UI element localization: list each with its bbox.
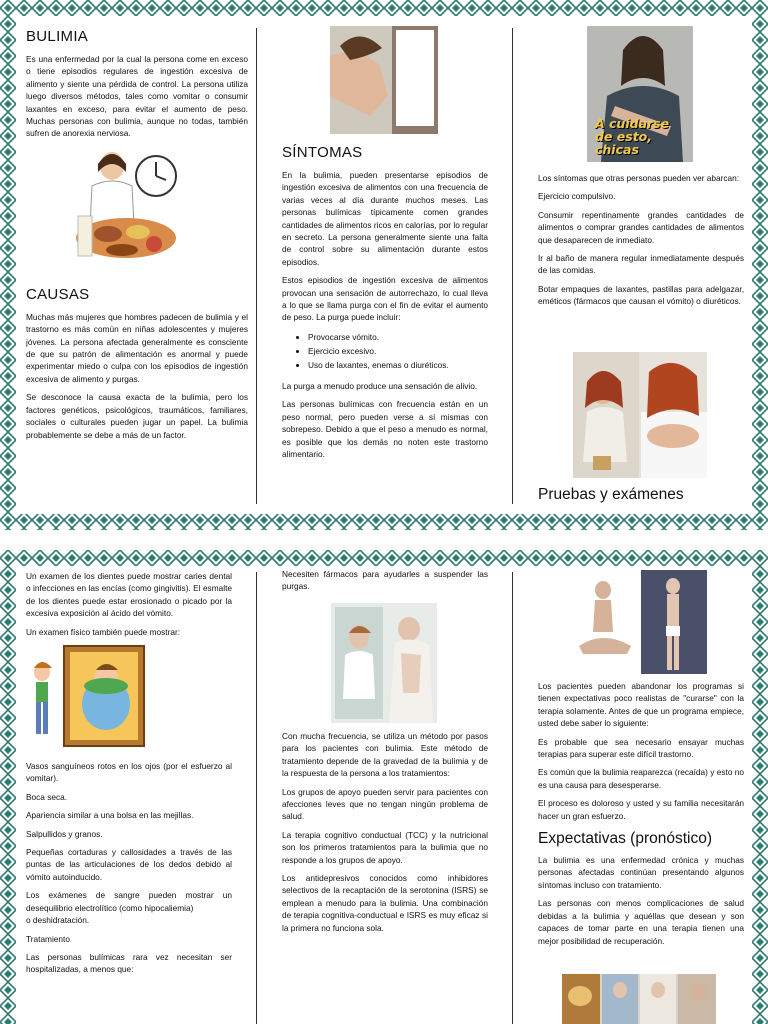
column-middle [282,142,488,508]
heading-sintomas: SÍNTOMAS [282,144,363,161]
heading-expectativas: Expectativas (pronóstico) [538,830,713,848]
list-item: • Provocarse vómito. [308,330,488,344]
column-divider [256,28,257,504]
expectations-paragraph: Los pacientes pueden abandonar los programas si tienen expectativas poco realistas de "curarse" con la terapia solamente. Antes de que un programa empiece, usted debe saber lo siguiente: [538,681,744,729]
dental-exam-paragraph: Un examen de los dientes puede mostrar caries dental o infecciones en las encías (como gingivitis). El esmalte de los dientes puede estar erosionado o picado por la excesiva exposición al ácido del vómito. [26,571,232,619]
exam-finding: Boca seca. [26,791,68,802]
symptom-item: Botar empaques de laxantes, pastillas para adelgazar, eméticos (fármacos que causan el vómito) o diuréticos. [538,283,744,307]
exam-finding: Salpullidos y granos. [26,828,103,839]
expectation-item: El proceso es doloroso y usted y su familia necesitarán hacer un gran esfuerzo. [538,798,744,821]
bulimia-definition: Es una enfermedad por la cual la persona come en exceso o tiene episodios regulares de ingestión excesiva de alimento y siente una pérdida de control. La persona utiliza luego diversos métodos, tales como vomitar o consumir laxantes en exceso, para evitar el aumento de peso. Muchas personas con bulimia, aunque no todas, también sufren de anorexia nerviosa. [26,54,248,139]
list-item: • Uso de laxantes, enemas o diuréticos. [308,358,488,372]
treatment-step: La terapia cognitivo conductual (TCC) y la nutricional son los primeros tratamientos para la bulimia que no responde a los grupos de apoyo. [282,829,488,865]
prognosis-paragraph-1: La bulimia es una enfermedad crónica y muchas personas afectadas continúan presentando algunos síntomas incluso con tratamiento. [538,855,744,890]
causas-paragraph-1: Muchas más mujeres que hombres padecen de bulimia y el trastorno es más común en niñas adolescentes y mujeres jóvenes. La persona afectada generalmente es consciente de que su patrón de alimentación es anormal y puede experimentar miedo o culpa con los episodios de ingestión excesiva de alimento y purgas. [26,311,248,384]
sintomas-paragraph-1: En la bulimia, pueden presentarse episodios de ingestión excesiva de alimentos con una frecuencia de varias veces al día durante muchos meses. Las personas bulímicas típicamente comen grandes cantidades de alimentos ricos en calorías, por lo regular en secreto. La persona generalmente siente una falta de control sobre su alimentación durante estos episodios. [282,170,488,267]
treatment-step: Los grupos de apoyo pueden servir para pacientes con afecciones leves que no tengan ningún problema de salud. [282,786,488,822]
column-right-heading [538,482,744,508]
photo-thin-people [573,570,707,674]
photo-two-girls [573,352,707,478]
medication-paragraph: Necesiten fármacos para ayudarles a suspender las purgas. [282,569,488,592]
causas-paragraph-2: Se desconoce la causa exacta de la bulimia, pero los factores genéticos, psicológicos, traumáticos, familiares, sociales o culturales pueden jugar un papel. La bulimia probablemente se debe a más de un factor. [26,392,248,440]
subheading-tratamiento: Tratamiento [26,933,70,944]
symptom-item: Ejercicio compulsivo. [538,191,616,202]
column-right-text [538,172,744,352]
photo-caption: A cuidarse de esto, chicas [595,116,670,157]
photo-mirror-women [331,603,437,723]
heading-pruebas: Pruebas y exámenes [538,486,684,503]
column-right [538,680,744,1024]
visible-symptoms-intro: Los síntomas que otras personas pueden ver abarcan: [538,173,740,183]
expectation-item: Es común que la bulimia reaparezca (recaída) y esto no es una causa para desesperarse. [538,767,744,790]
blood-test-paragraph-cont: o deshidratación. [26,915,90,926]
column-divider [512,572,513,1024]
photo-collage [562,974,716,1024]
expectation-item: Es probable que sea necesario ensayar muchas terapias para superar este difícil trastorno. [538,736,744,760]
brochure-page-2 [0,550,768,1024]
treatment-method-paragraph: Con mucha frecuencia, se utiliza un método por pasos para los pacientes con bulimia. Este método de tratamiento depende de la gravedad de la bulimia y de la respuesta de la persona a los tratamientos: [282,731,488,779]
hospitalization-paragraph: Las personas bulímicas rara vez necesitan ser hospitalizadas, a menos que: [26,951,232,975]
list-item: • Ejercicio excesivo. [308,344,488,358]
exam-finding: Pequeñas cortaduras y callosidades a través de las puntas de las articulaciones de los dedos debido al vómito autoinducido. [26,847,232,882]
column-left [26,26,248,506]
column-left [26,570,232,1024]
illustration-woman-eating [26,146,248,270]
heading-bulimia: BULIMIA [26,28,89,45]
prognosis-paragraph-2: Las personas con menos complicaciones de salud debidas a la bulimia y aquéllas que desean y son capaces de tomar parte en una terapia tienen una mejor posibilidad de recuperación. [538,898,744,946]
exam-finding: Vasos sanguíneos rotos en los ojos (por el esfuerzo al vomitar). [26,761,232,784]
column-middle [282,730,488,1024]
physical-exam-intro: Un examen físico también puede mostrar: [26,626,181,637]
symptom-item: Consumir repentinamente grandes cantidades de alimentos o comprar grandes cantidades de alimentos que desaparecen de inmediato. [538,209,744,245]
column-divider [256,572,257,1024]
illustration-mirror [26,644,146,748]
column-middle-top [282,568,488,602]
photo-sad-girl [587,26,693,162]
exam-finding: Apariencia similar a una bolsa en las mejillas. [26,810,194,821]
sintomas-paragraph-4: Las personas bulímicas con frecuencia están en un peso normal, pero pueden verse a sí mismas con sobrepeso. Debido a que el peso a menudo es normal, es posible que los demás no noten este trastorno alimentario. [282,399,488,459]
heading-causas: CAUSAS [26,285,90,303]
treatment-step: Los antidepresivos conocidos como inhibidores selectivos de la recaptación de la serotonina (ISRS) se emplean a menudo para la bulimia. Una combinación de terapia cognitiva-conductual e ISRS es muy eficaz si la primera no funciona sola. [282,873,488,933]
sintomas-paragraph-2: Estos episodios de ingestión excesiva de alimentos provocan una sensación de autorrechazo, lo cual lleva a lo que se llama purga con el fin de evitar el aumento de peso. La purga puede incluir: [282,275,488,323]
photo-girl-toilet [330,26,438,134]
symptom-item: Ir al baño de manera regular inmediatamente después de las comidas. [538,253,744,276]
blood-test-paragraph: Los exámenes de sangre pueden mostrar un desequilibrio electrolítico (como hipocaliemia) [26,890,232,913]
sintomas-paragraph-3: La purga a menudo produce una sensación de alivio. [282,380,478,391]
purge-methods-list [282,330,488,372]
brochure-page-1 [0,0,768,510]
column-divider [512,28,513,504]
